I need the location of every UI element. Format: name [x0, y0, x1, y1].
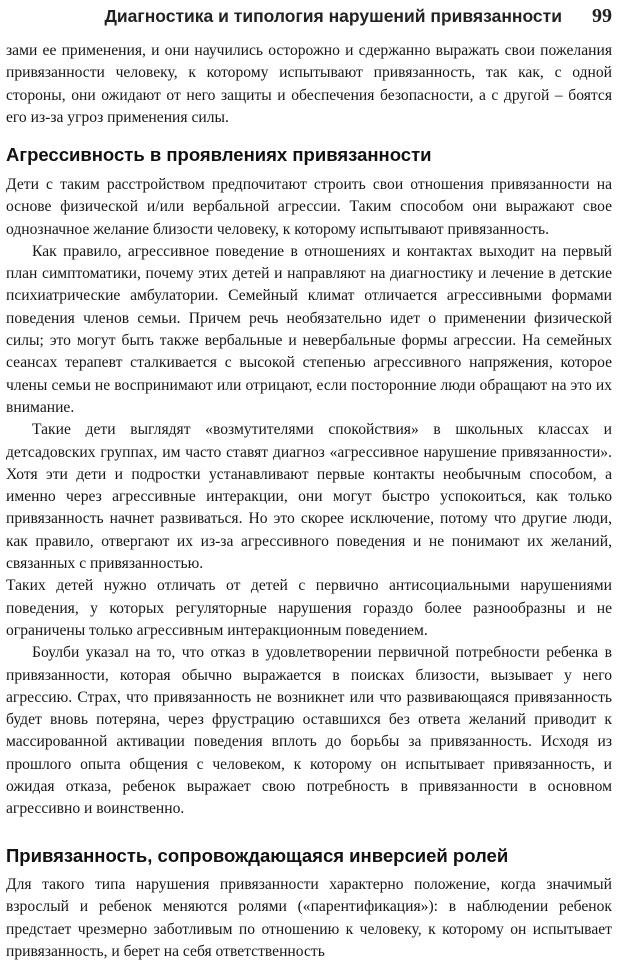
- section-role-inversion-body: [6, 874, 612, 963]
- section-aggression-body: [6, 174, 612, 821]
- running-title: Диагностика и типология нарушений привязанности: [104, 6, 562, 26]
- paragraph: Для такого типа нарушения привязанности характерно положение, когда значимый взрослый и ребенок меняются ролями («парентификация»): в наблюдении ребенок предстает чрезмерно заботливым по отношению к человеку, к которому он испытывает привязанность, и берет на себя ответственность: [6, 876, 612, 960]
- section-heading-role-inversion: Привязанность, сопровождающаяся инверсией ролей: [6, 845, 509, 866]
- intro-paragraph-block: [6, 40, 612, 129]
- paragraph: Таких детей нужно отличать от детей с первично антисоциальными нарушениями поведения, у которых регуляторные нарушения гораздо более разнообразны и не ограничены только агрессивным интеракционным поведением.: [6, 577, 612, 639]
- paragraph: Такие дети выглядят «возмутителями спокойствия» в школьных классах и детсадовских группах, им часто ставят диагноз «агрессивное нарушение привязанности». Хотя эти дети и подростки устанавливают первые контакты необычным способом, а именно через агрессивные интеракции, они могут быстро успокоиться, как только привязанность начнет развиваться. Но это скорее исключение, потому что другие люди, как правило, отвергают их из-за агрессивного поведения и не понимают их желаний, связанных с привязанностью.: [6, 421, 612, 573]
- section-heading-aggression: Агрессивность в проявлениях привязанности: [6, 144, 432, 165]
- intro-paragraph: зами ее применения, и они научились осторожно и сдержанно выражать свои пожелания привязанности человеку, к которому испытывают привязанность, так как, с одной стороны, они ожидают от него защиты и обеспечения безопасности, а с другой – боятся его из-за угроз применения силы.: [6, 42, 612, 126]
- paragraph: Как правило, агрессивное поведение в отношениях и контактах выходит на первый план симптоматики, почему этих детей и направляют на диагностику и лечение в детские психиатрические амбулатории. Семейный климат отличается агрессивными формами поведения членов семьи. Причем речь необязательно идет о применении физической силы; это могут быть также вербальные и невербальные формы агрессии. На семейных сеансах терапевт сталкивается с высокой степенью агрессивного напряжения, которое члены семьи не воспринимают или отрицают, если посторонние люди обращают на это их внимание.: [6, 242, 612, 416]
- running-header: [0, 2, 620, 32]
- paragraph: Боулби указал на то, что отказ в удовлетворении первичной потребности ребенка в привязанности, которая обычно выражается в поисках близости, вызывает у него агрессию. Страх, что привязанность не возникнет или что развивающаяся привязанность будет вновь потеряна, через фрустрацию оставшихся без ответа желаний приводит к массированной активации поведения вплоть до борьбы за привязанность. Исходя из прошлого опыта общения с человеком, к которому он испытывает привязанность, и ожидая отказа, ребенок выражает свою потребность в привязанности в основном агрессивно и воинственно.: [6, 644, 612, 818]
- paragraph: Дети с таким расстройством предпочитают строить свои отношения привязанности на основе физической и/или вербальной агрессии. Таким способом они выражают свое однозначное желание близости человеку, к которому испытывают привязанность.: [6, 176, 612, 238]
- page-number: 99: [592, 5, 612, 27]
